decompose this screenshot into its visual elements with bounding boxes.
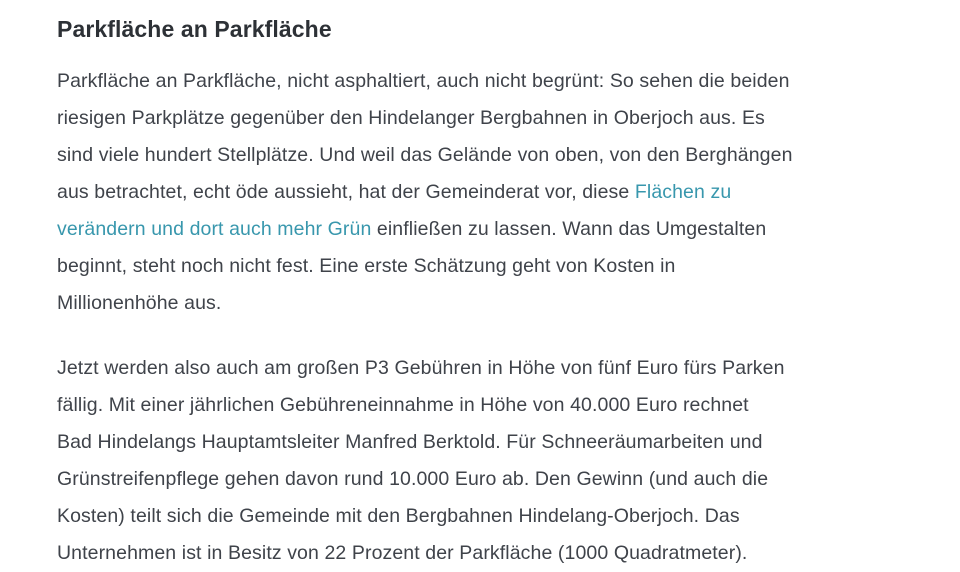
text-line: [57, 350, 857, 387]
text-line: [57, 461, 857, 498]
body-text-segment: aus betrachtet, echt öde aussieht, hat der Gemeinderat vor, diese: [57, 181, 635, 203]
body-text-segment: sind viele hundert Stellplätze. Und weil das Gelände von oben, von den Berghängen: [57, 144, 793, 166]
body-text-segment: Parkfläche an Parkfläche, nicht asphaltiert, auch nicht begrünt: So sehen die beiden: [57, 70, 790, 92]
body-text-segment: Grünstreifenpflege gehen davon rund 10.000 Euro ab. Den Gewinn (und auch die: [57, 468, 769, 490]
text-line: [57, 248, 857, 285]
text-line: [57, 211, 857, 248]
body-text-segment: fällig. Mit einer jährlichen Gebühreneinnahme in Höhe von 40.000 Euro rechnet: [57, 394, 749, 416]
text-line: [57, 100, 857, 137]
article: [57, 14, 857, 572]
paragraph: [57, 63, 857, 322]
inline-link[interactable]: verändern und dort auch mehr Grün: [57, 218, 372, 240]
article-title: Parkfläche an Parkfläche: [57, 16, 332, 42]
body-text-segment: einfließen zu lassen. Wann das Umgestalten: [371, 218, 767, 240]
body-text-segment: Millionenhöhe aus.: [57, 292, 222, 314]
inline-link[interactable]: Flächen zu: [634, 181, 732, 203]
text-line: [57, 285, 857, 322]
body-text-segment: Unternehmen ist in Besitz von 22 Prozent der Parkfläche (1000 Quadratmeter).: [57, 542, 748, 564]
text-line: [57, 424, 857, 461]
body-text-segment: Kosten) teilt sich die Gemeinde mit den Bergbahnen Hindelang-Oberjoch. Das: [57, 505, 740, 527]
paragraph: [57, 350, 857, 572]
body-text-segment: Bad Hindelangs Hauptamtsleiter Manfred Berktold. Für Schneeräumarbeiten und: [57, 431, 763, 453]
body-text-segment: riesigen Parkplätze gegenüber den Hindelanger Bergbahnen in Oberjoch aus. Es: [57, 107, 765, 129]
text-line: [57, 137, 857, 174]
body-text-segment: beginnt, steht noch nicht fest. Eine erste Schätzung geht von Kosten in: [57, 255, 676, 277]
text-line: [57, 174, 857, 211]
text-line: [57, 63, 857, 100]
text-line: [57, 498, 857, 535]
article-body: [57, 63, 857, 572]
text-line: [57, 387, 857, 424]
body-text-segment: Jetzt werden also auch am großen P3 Gebühren in Höhe von fünf Euro fürs Parken: [57, 357, 785, 379]
